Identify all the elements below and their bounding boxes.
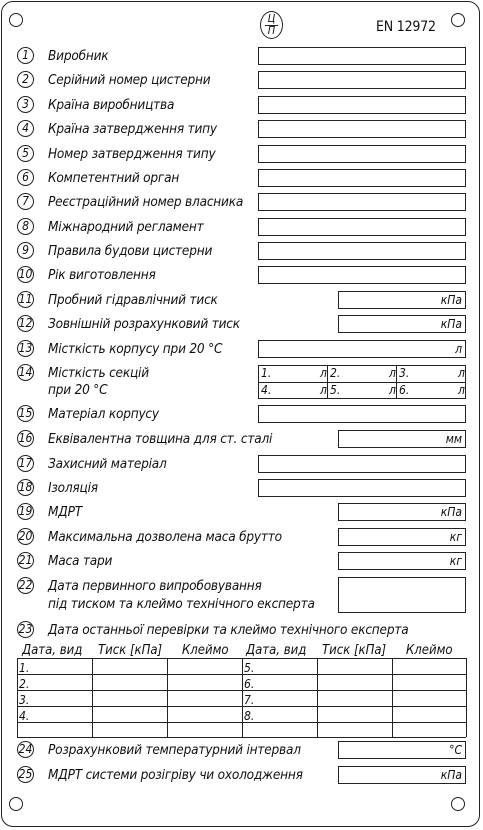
field-number: 10 [18, 267, 33, 281]
table-row-number: 7. [244, 693, 255, 707]
unit-label: л [320, 383, 327, 397]
compartment-number: 5. [330, 383, 341, 397]
field-label: Правила будови цистерни [48, 243, 213, 259]
field-number: 16 [18, 431, 33, 445]
unit-label: кг [449, 554, 462, 568]
field-number: 9 [17, 242, 34, 259]
tank-mark-top-letter: Ц [267, 12, 276, 25]
field-value-box[interactable] [258, 340, 466, 358]
field-label: Виробник [48, 48, 109, 64]
mounting-hole-top-right [451, 13, 465, 27]
field-number: 5 [17, 145, 34, 162]
table-header: Тиск [кПа] [98, 643, 163, 658]
field-number: 8 [17, 218, 34, 235]
field-label: Місткість секцій [48, 365, 149, 381]
table-row-number: 3. [19, 693, 30, 707]
field-number: 24 [18, 742, 33, 756]
field-value-box[interactable] [258, 479, 466, 497]
mounting-hole-bottom-left [9, 797, 23, 811]
field-value-box[interactable] [338, 503, 466, 521]
unit-label: л [389, 366, 396, 380]
field-label: Еквівалентна товщина для ст. сталі [48, 431, 273, 447]
field-label: Країна затвердження типу [48, 121, 217, 137]
unit-label: л [320, 366, 327, 380]
field-number: 3 [17, 96, 34, 113]
table-row-number: 5. [244, 661, 255, 675]
field-number: 13 [18, 341, 33, 355]
field-value-box[interactable] [338, 766, 466, 784]
unit-label: °С [449, 743, 462, 757]
field-value-box[interactable] [338, 430, 466, 448]
mounting-hole-bottom-right [451, 797, 465, 811]
unit-label: л [458, 366, 465, 380]
field-label: Країна виробництва [48, 97, 175, 113]
field-value-box[interactable] [258, 96, 466, 114]
unit-label: л [389, 383, 396, 397]
field-value-box[interactable] [258, 455, 466, 473]
field-label: Розрахунковий температурний інтервал [48, 742, 301, 758]
compartment-number: 4. [261, 383, 272, 397]
field-label: Матеріал корпусу [48, 406, 159, 422]
unit-label: кПа [440, 768, 462, 782]
table-row-number: 1. [19, 661, 30, 675]
field-label: Серійний номер цистерни [48, 72, 211, 88]
grid-line [396, 365, 397, 399]
field-number: 15 [18, 406, 33, 420]
field-label: Реєстраційний номер власника [48, 194, 244, 210]
table-line [242, 658, 243, 737]
unit-label: кг [449, 530, 462, 544]
table-row-number: 2. [19, 677, 30, 691]
field-number: 2 [17, 71, 34, 88]
compartment-number: 3. [399, 366, 410, 380]
field-number: 25 [18, 767, 33, 781]
field-value-box[interactable] [258, 242, 466, 260]
table-line [17, 658, 18, 737]
field-value-box[interactable] [258, 169, 466, 187]
field-label: Маса тари [48, 553, 113, 569]
field-label: Дата останньої перевірки та клеймо технічного експерта [48, 622, 409, 638]
unit-label: л [458, 383, 465, 397]
field-value-box[interactable] [258, 47, 466, 65]
field-value-box[interactable] [338, 315, 466, 333]
field-label: Пробний гідравлічний тиск [48, 292, 218, 308]
field-number: 17 [18, 456, 33, 470]
grid-line [258, 382, 466, 383]
field-number: 21 [18, 553, 33, 567]
field-label: Компетентний орган [48, 170, 180, 186]
field-number: 1 [17, 47, 34, 64]
tank-mark-bottom-letter: П [267, 24, 276, 37]
field-value-box[interactable] [338, 552, 466, 570]
field-label: Ізоляція [48, 480, 98, 496]
field-label: Рік виготовлення [48, 267, 156, 283]
compartment-number: 2. [330, 366, 341, 380]
field-value-box[interactable] [258, 71, 466, 89]
field-value-box[interactable] [258, 405, 466, 423]
table-header: Дата, вид [246, 643, 307, 658]
field-value-box[interactable] [338, 291, 466, 309]
field-number: 6 [17, 169, 34, 186]
unit-label: л [455, 342, 462, 356]
field-value-box[interactable] [338, 741, 466, 759]
field-value-box[interactable] [258, 218, 466, 236]
field-value-box[interactable] [258, 145, 466, 163]
field-number: 11 [18, 292, 33, 306]
table-line [167, 658, 168, 737]
field-value-box[interactable] [258, 193, 466, 211]
table-header: Дата, вид [22, 643, 83, 658]
unit-label: кПа [440, 317, 462, 331]
field-value-box[interactable] [338, 528, 466, 546]
table-header: Клеймо [182, 643, 229, 658]
field-label: МДРТ [48, 504, 82, 520]
field-label: Номер затвердження типу [48, 146, 216, 162]
tank-mark-icon [260, 11, 283, 39]
field-number: 4 [17, 120, 34, 137]
field-number: 14 [18, 365, 33, 379]
table-line [317, 658, 318, 737]
field-number: 7 [17, 193, 34, 210]
table-header: Тиск [кПа] [322, 643, 387, 658]
table-row-number: 4. [19, 709, 30, 723]
table-line [466, 658, 467, 737]
field-number: 19 [18, 504, 33, 518]
table-line [17, 737, 466, 738]
field-number: 12 [18, 316, 33, 330]
field-number: 22 [18, 578, 33, 592]
grid-line [327, 365, 328, 399]
field-label: Захисний матеріал [48, 456, 167, 472]
table-line [92, 658, 93, 737]
field-value-box[interactable] [258, 266, 466, 284]
table-row-number: 6. [244, 677, 255, 691]
field-number: 23 [18, 622, 33, 636]
field-label: Міжнародний регламент [48, 219, 204, 235]
unit-label: кПа [440, 293, 462, 307]
field-label: Зовнішній розрахунковий тиск [48, 316, 240, 332]
field-value-box[interactable] [338, 577, 466, 613]
field-number: 18 [18, 480, 33, 494]
unit-label: мм [445, 432, 462, 446]
compartment-number: 1. [261, 366, 272, 380]
field-label: Дата первинного випробовування [48, 578, 262, 594]
standard-label: EN 12972 [376, 19, 436, 35]
field-label: Місткість корпусу при 20 °С [48, 341, 223, 357]
table-row-number: 8. [244, 709, 255, 723]
field-label: при 20 °С [48, 382, 108, 398]
table-line [392, 658, 393, 737]
field-value-box[interactable] [258, 120, 466, 138]
compartment-number: 6. [399, 383, 410, 397]
table-header: Клеймо [406, 643, 453, 658]
mounting-hole-top-left [9, 13, 23, 27]
field-label: під тиском та клеймо технічного експерта [48, 596, 315, 612]
field-label: Максимальна дозволена маса брутто [48, 529, 282, 545]
unit-label: кПа [440, 505, 462, 519]
field-label: МДРТ системи розігріву чи охолодження [48, 767, 303, 783]
field-number: 20 [18, 529, 33, 543]
